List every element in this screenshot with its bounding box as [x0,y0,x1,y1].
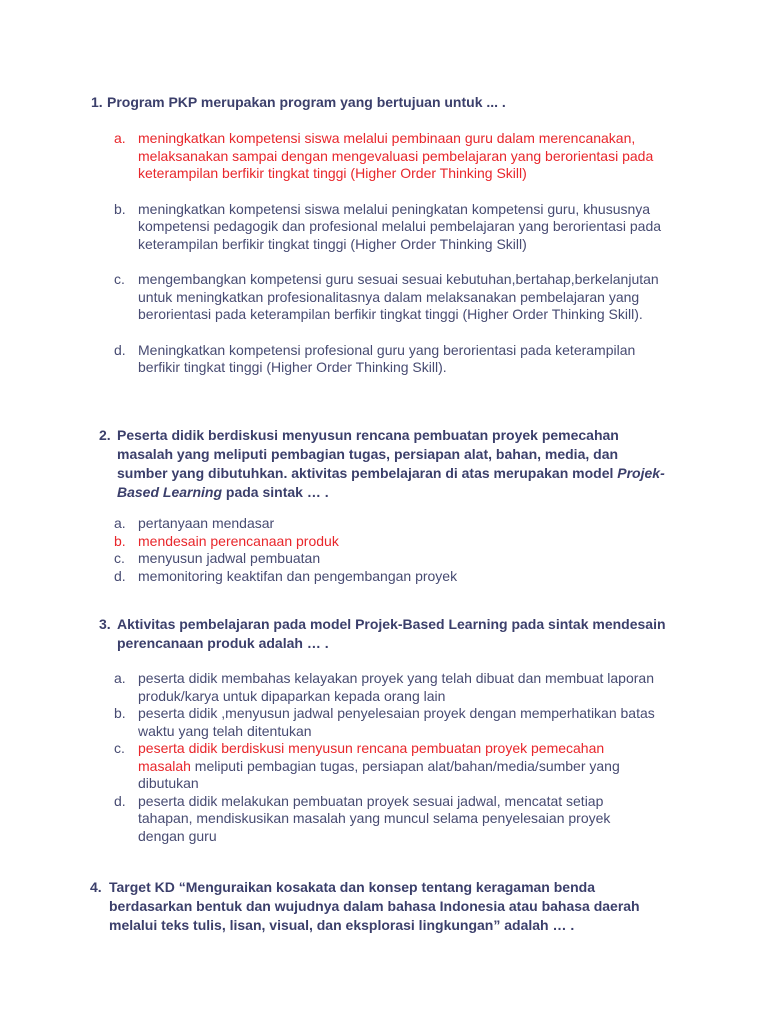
question-4-text: Target KD “Menguraikan kosakata dan konsep tentang keragaman benda berdasarkan bentuk dan wujudnya dalam bahasa Indonesia atau bahasa daerah melalui teks tulis, lisan, visual, dan eksplorasi lingkungan” adalah … . [109,879,640,933]
question-3-option-d: d. peserta didik melakukan pembuatan proyek sesuai jadwal, mencatat setiap tahapan, mendiskusikan masalah yang muncul selama penyelesaian proyek dengan guru [114,792,611,844]
question-2-options [114,515,680,585]
question-1-option-b: b. meningkatkan kompetensi siswa melalui peningkatan kompetensi guru, khususnya kompetensi pedagogik dan profesional melalui pembelajaran yang berorientasi pada keterampilan berfikir tingkat tinggi (Higher Order Thinking Skill) [114,200,662,252]
question-3-options [114,670,656,845]
question-2-option-b: b. mendesain perencanaan produk [114,532,339,549]
question-2-number: 2. [99,427,111,443]
question-1-option-c: c. mengembangkan kompetensi guru sesuai sesuai kebutuhan,bertahap,berkelanjutan untuk meningkatkan profesionalitasnya dalam melaksanakan pembelajaran yang berorientasi pada keterampilan berfikir tingkat tinggi (Higher Order Thinking Skill). [114,271,659,322]
question-3-option-c: c. peserta didik berdiskusi menyusun rencana pembuatan proyek pemecahan masalah meliputi pembagian tugas, persiapan alat/bahan/media/sumber yang dibutukan [114,740,620,791]
question-1-option-a: a. meningkatkan kompetensi siswa melalui pembinaan guru dalam merencanakan, melaksanakan sampai dengan mengevaluasi pembelajaran yang berorientasi pada keterampilan berfikir tingkat tinggi (Higher Order Thinking Skill) [114,130,654,181]
question-1-text: Program PKP merupakan program yang bertujuan untuk ... . [107,94,506,110]
question-3-text: Aktivitas pembelajaran pada model Projek-Based Learning pada sintak mendesain perencanaan produk adalah … . [117,616,666,651]
question-2-option-d: d. memonitoring keaktifan dan pengembangan proyek [114,567,458,584]
question-4 [90,878,672,935]
question-2-option-a: a. pertanyaan mendasar [114,515,275,531]
question-2-text: Peserta didik berdiskusi menyusun rencana pembuatan proyek pemecahan masalah yang meliputi pembagian tugas, persiapan alat, bahan, media, dan sumber yang dibutuhkan. aktivitas pembelajaran di atas merupakan model Projek-Based Learning pada sintak … . [117,427,665,500]
question-2 [99,426,669,502]
question-1-option-d: d. Meningkatkan kompetensi profesional guru yang berorientasi pada keterampilan berfikir tingkat tinggi (Higher Order Thinking Skill). [114,341,636,375]
question-3-option-b: b. peserta didik ,menyusun jadwal penyelesaian proyek dengan memperhatikan batas waktu yang telah ditentukan [114,705,655,739]
question-3 [99,615,669,653]
question-1-options [114,130,680,395]
question-3-option-a: a. peserta didik membahas kelayakan proyek yang telah dibuat dan membuat laporan produk/karya untuk dipaparkan kepada orang lain [114,670,654,704]
question-1-number: 1. [91,94,103,110]
question-1 [91,93,651,112]
question-3-number: 3. [99,616,111,632]
question-2-option-c: c. menyusun jadwal pembuatan [114,550,321,566]
question-4-number: 4. [90,879,102,895]
